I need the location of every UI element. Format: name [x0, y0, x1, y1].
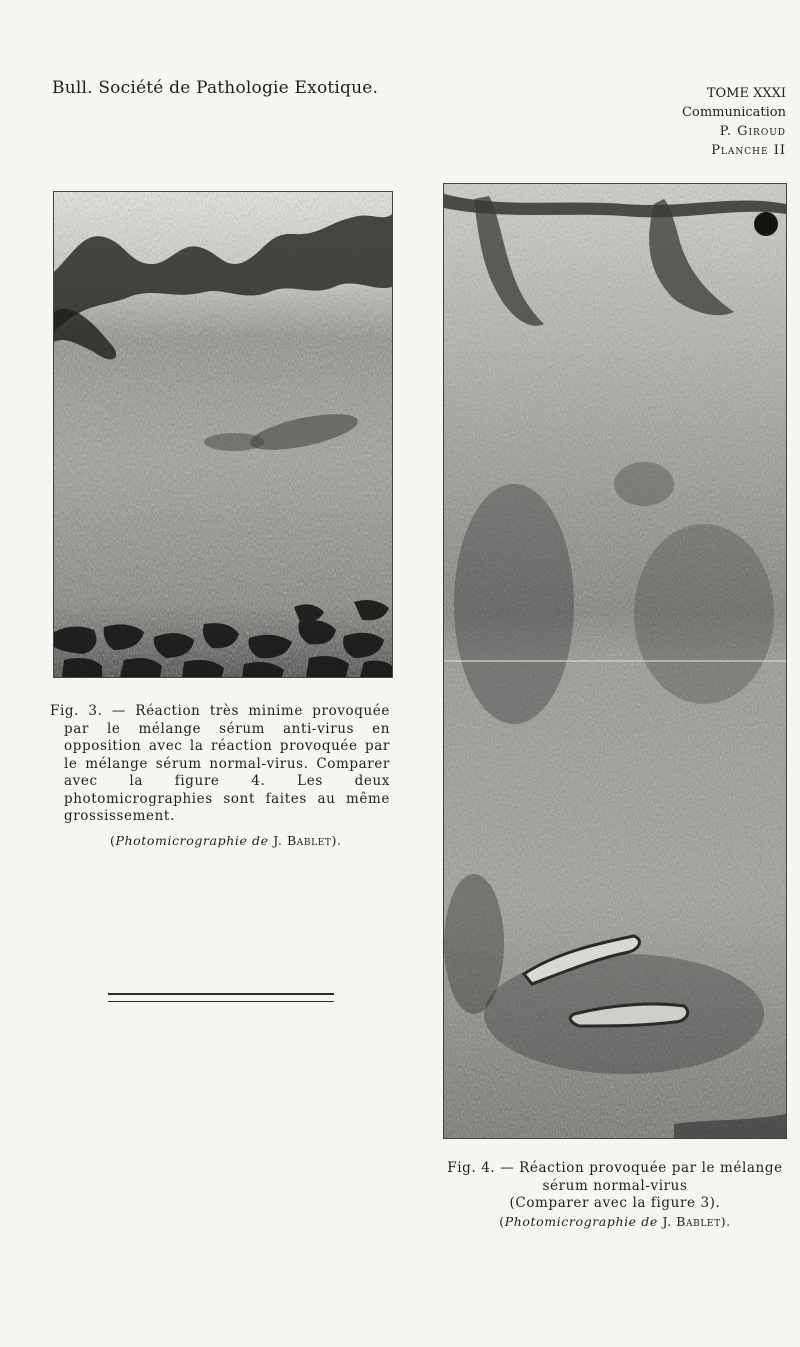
- plate-info: [682, 84, 786, 160]
- figure-4-caption-line-2: sérum normal-virus: [542, 1177, 688, 1194]
- journal-title: Bull. Société de Pathologie Exotique.: [52, 78, 379, 98]
- figure-3-credit: (Photomicrographie de J. Bablet).: [110, 832, 342, 848]
- figure-3-credit-name: J. Bablet: [273, 832, 332, 848]
- author-name: P. Giroud: [719, 124, 786, 139]
- figure-3-credit-italic: Photomicrographie de: [115, 832, 269, 848]
- figure-3-label: Fig. 3.: [50, 703, 103, 719]
- figure-3-credit-close: ).: [331, 832, 342, 848]
- figure-4-caption-line-1: Fig. 4. — Réaction provoquée par le mélange: [447, 1160, 783, 1176]
- figure-4-image: [444, 184, 786, 1138]
- figure-3-image: [54, 192, 392, 677]
- figure-4-caption: [432, 1160, 798, 1230]
- figure-3-caption: [50, 703, 390, 849]
- double-rule-divider: [108, 993, 334, 1002]
- figure-3-caption-text: [50, 703, 390, 826]
- figure-4-photomicrograph: [443, 183, 787, 1139]
- figure-4-caption-line-3: (Comparer avec la figure 3).: [509, 1195, 721, 1211]
- communication-label: Communication: [682, 105, 786, 120]
- tome-label: TOME XXXI: [706, 86, 786, 101]
- figure-4-credit-italic: Photomicrographie de: [504, 1213, 658, 1229]
- figure-3-description: — Réaction très minime provoquée par le mélange sérum anti-virus en opposition avec la réaction provoquée par le mélange sérum normal-virus. Comparer avec la figure 4. Les deux photomicrographies sont faites au même grossissement.: [64, 703, 390, 824]
- figure-4-credit: (Photomicrographie de J. Bablet).: [499, 1213, 731, 1229]
- figure-4-credit-close: ).: [720, 1213, 731, 1229]
- figure-4-credit-name: J. Bablet: [662, 1213, 721, 1229]
- figure-3-photomicrograph: [53, 191, 393, 678]
- plate-label: Planche II: [711, 143, 786, 158]
